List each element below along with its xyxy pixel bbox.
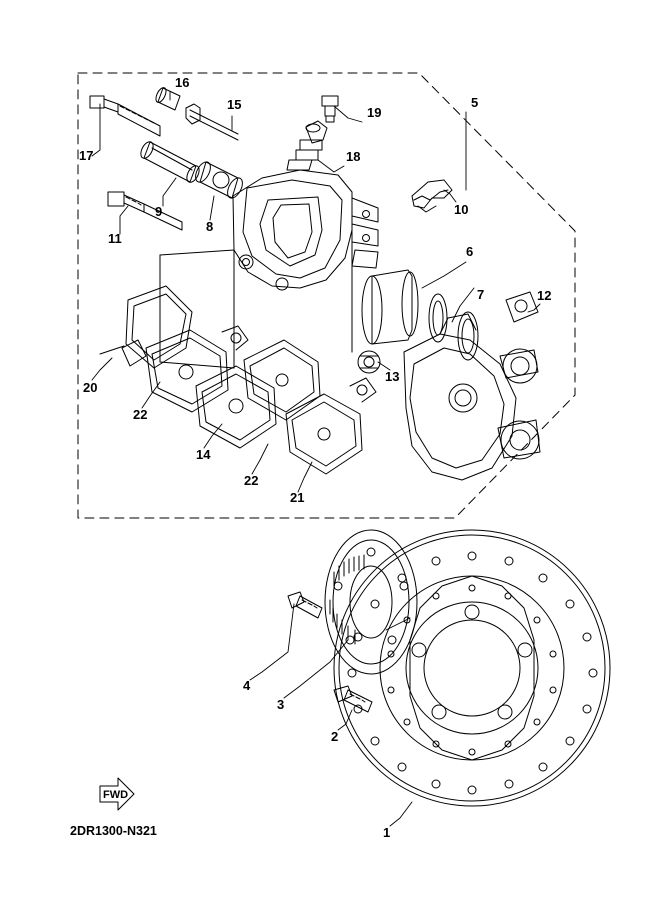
callout-3: 3 bbox=[277, 697, 285, 712]
bushing-13 bbox=[358, 351, 380, 373]
fwd-label: FWD bbox=[103, 789, 129, 801]
callout-18: 18 bbox=[346, 149, 361, 164]
bleed-screw-cap bbox=[322, 96, 338, 122]
callout-21: 21 bbox=[290, 490, 305, 505]
callout-10: 10 bbox=[454, 202, 469, 217]
part-code-label: 2DR1300-N321 bbox=[70, 824, 157, 838]
sensor-ring-teeth bbox=[330, 555, 364, 644]
callout-22-a: 22 bbox=[133, 407, 148, 422]
callout-19: 19 bbox=[367, 105, 382, 120]
disc-drilled-holes-inner bbox=[388, 585, 556, 755]
callout-8: 8 bbox=[206, 219, 214, 234]
brake-pad-20 bbox=[100, 286, 192, 368]
callout-17: 17 bbox=[79, 148, 94, 163]
callout-20: 20 bbox=[83, 380, 98, 395]
callout-11: 11 bbox=[108, 231, 122, 246]
callout-2: 2 bbox=[331, 729, 339, 744]
bolt-12 bbox=[506, 292, 538, 322]
callout-12: 12 bbox=[537, 288, 552, 303]
brake-pad-21 bbox=[286, 378, 376, 474]
slide-pin-assembly bbox=[90, 86, 245, 230]
callout-1: 1 bbox=[383, 825, 391, 840]
brake-disc bbox=[334, 530, 610, 806]
callout-7: 7 bbox=[477, 287, 485, 302]
group-boundary-dashed bbox=[78, 73, 575, 518]
callout-5: 5 bbox=[471, 95, 479, 110]
brake-pad-22-b bbox=[244, 340, 320, 420]
callout-6: 6 bbox=[466, 244, 474, 259]
callout-22-b: 22 bbox=[244, 473, 259, 488]
caliper-bracket bbox=[404, 314, 540, 480]
callout-4: 4 bbox=[243, 678, 251, 693]
callout-16: 16 bbox=[175, 75, 190, 90]
caliper-body bbox=[160, 170, 378, 368]
pad-spring bbox=[412, 180, 452, 212]
disc-drilled-holes bbox=[348, 552, 597, 794]
callout-13: 13 bbox=[385, 369, 400, 384]
callout-14: 14 bbox=[196, 447, 211, 462]
callout-9: 9 bbox=[155, 204, 163, 219]
callout-15: 15 bbox=[227, 97, 242, 112]
